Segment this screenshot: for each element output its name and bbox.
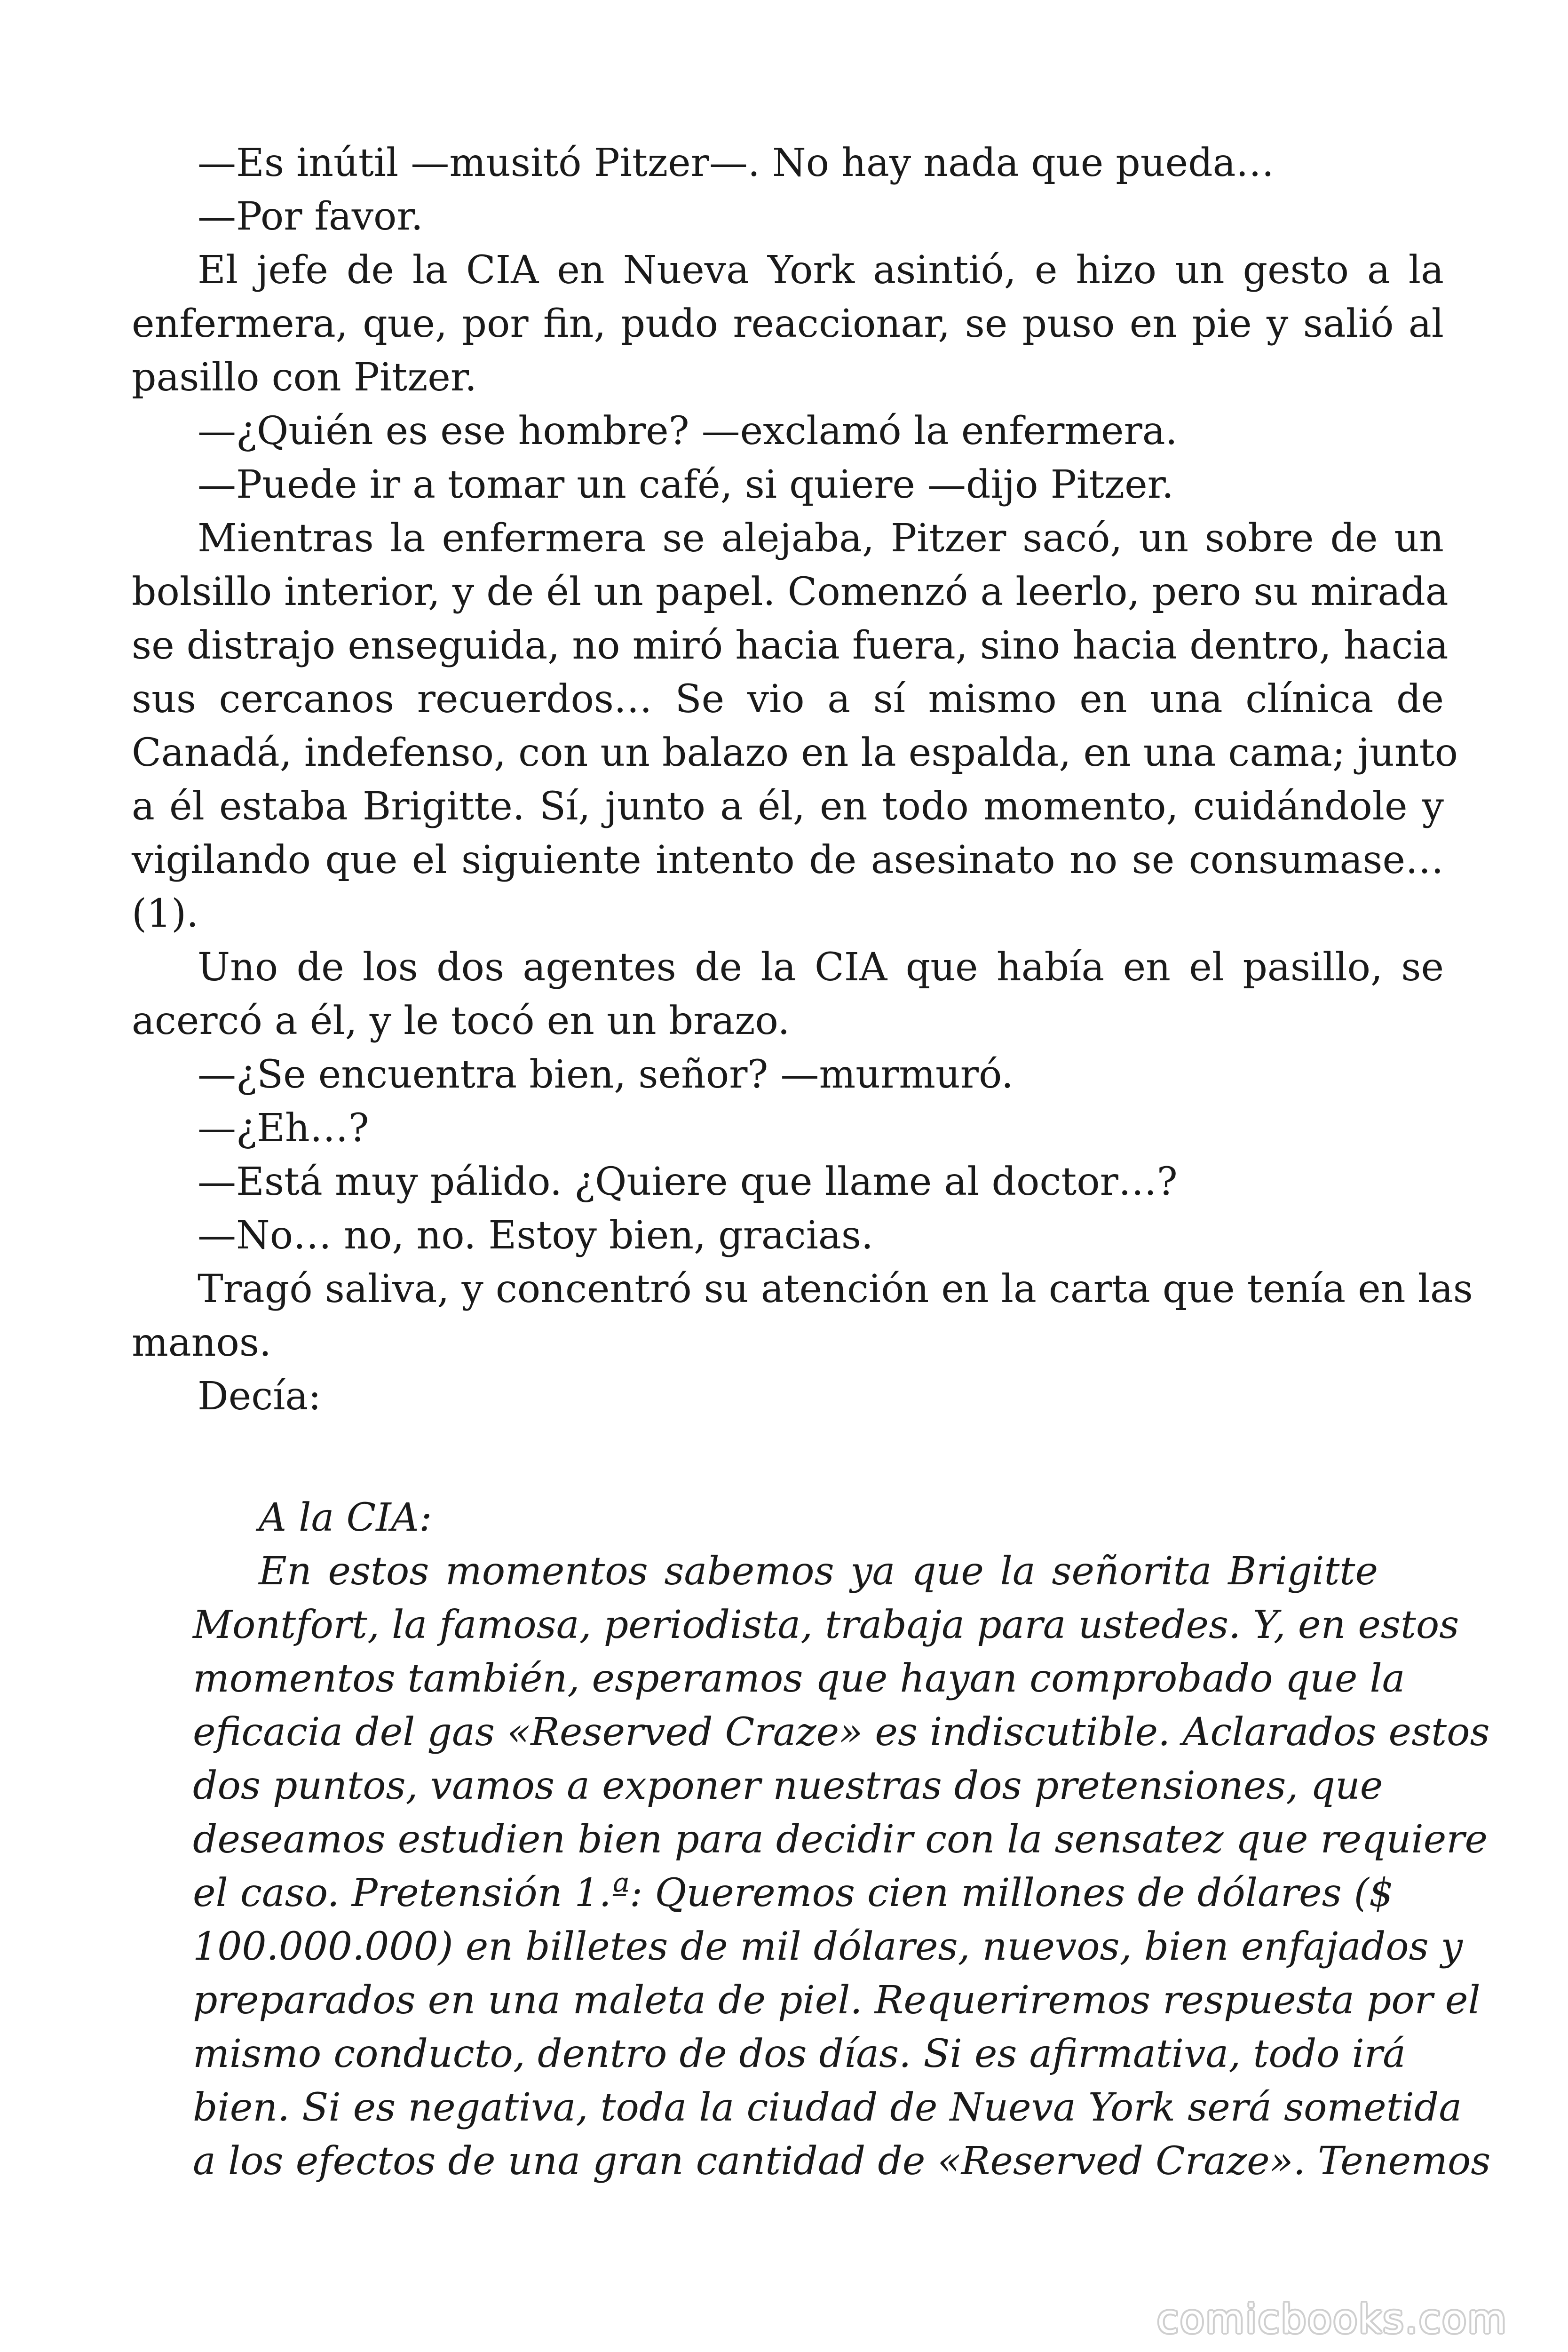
text-line: El jefe de la CIA en Nueva York asintió, e hizo un gesto a la bbox=[198, 248, 1444, 293]
text-line: (1). bbox=[132, 891, 199, 936]
text-line: —Es inútil —musitó Pitzer—. No hay nada que pueda… bbox=[198, 141, 1275, 185]
text-line: Uno de los dos agentes de la CIA que había en el pasillo, se bbox=[198, 945, 1444, 990]
text-line: sus cercanos recuerdos… Se vio a sí mismo en una clínica de bbox=[132, 677, 1444, 722]
letter-line: momentos también, esperamos que hayan comprobado que la bbox=[193, 1656, 1405, 1701]
letter-line: 100.000.000) en billetes de mil dólares, nuevos, bien enfajados y bbox=[193, 1924, 1463, 1969]
text-line: —¿Quién es ese hombre? —exclamó la enfermera. bbox=[198, 409, 1178, 453]
text-line: —Por favor. bbox=[198, 194, 423, 239]
letter-line: dos puntos, vamos a exponer nuestras dos pretensiones, que bbox=[193, 1764, 1383, 1808]
letter-line: mismo conducto, dentro de dos días. Si es afirmativa, todo irá bbox=[193, 2032, 1406, 2076]
text-line: Tragó saliva, y concentró su atención en la carta que tenía en las bbox=[198, 1267, 1473, 1311]
letter-line: En estos momentos sabemos ya que la señorita Brigitte bbox=[259, 1549, 1378, 1594]
text-line: vigilando que el siguiente intento de asesinato no se consumase… bbox=[132, 838, 1444, 882]
text-line: a él estaba Brigitte. Sí, junto a él, en todo momento, cuidándole y bbox=[132, 784, 1444, 829]
letter-line: eficacia del gas «Reserved Craze» es indiscutible. Aclarados estos bbox=[193, 1710, 1490, 1755]
letter-line: a los efectos de una gran cantidad de «Reserved Craze». Tenemos bbox=[193, 2139, 1491, 2184]
text-line: manos. bbox=[132, 1320, 271, 1365]
text-line: Decía: bbox=[198, 1374, 321, 1419]
text-line: se distrajo enseguida, no miró hacia fuera, sino hacia dentro, hacia bbox=[132, 623, 1449, 668]
letter-line: bien. Si es negativa, toda la ciudad de Nueva York será sometida bbox=[193, 2085, 1462, 2130]
text-line: —No… no, no. Estoy bien, gracias. bbox=[198, 1213, 873, 1258]
text-line: Canadá, indefenso, con un balazo en la espalda, en una cama; junto bbox=[132, 731, 1458, 775]
text-line: —Está muy pálido. ¿Quiere que llame al doctor…? bbox=[198, 1160, 1178, 1204]
text-line: pasillo con Pitzer. bbox=[132, 355, 477, 400]
text-line: —¿Eh…? bbox=[198, 1106, 369, 1151]
letter-line: Montfort, la famosa, periodista, trabaja para ustedes. Y, en estos bbox=[193, 1603, 1459, 1647]
text-line: —Puede ir a tomar un café, si quiere —dijo Pitzer. bbox=[198, 462, 1174, 507]
text-line: enfermera, que, por fin, pudo reaccionar, se puso en pie y salió al bbox=[132, 302, 1444, 346]
letter-line: preparados en una maleta de piel. Requeriremos respuesta por el bbox=[193, 1978, 1481, 2023]
text-line: bolsillo interior, y de él un papel. Comenzó a leerlo, pero su mirada bbox=[132, 570, 1449, 614]
text-line: Mientras la enfermera se alejaba, Pitzer sacó, un sobre de un bbox=[198, 516, 1444, 561]
letter-line: el caso. Pretensión 1.ª: Queremos cien millones de dólares ($ bbox=[193, 1871, 1394, 1915]
watermark: comicbooks.com bbox=[1157, 2296, 1508, 2342]
text-line: acercó a él, y le tocó en un brazo. bbox=[132, 999, 790, 1043]
letter-salutation: A la CIA: bbox=[259, 1495, 432, 1540]
text-line: —¿Se encuentra bien, señor? —murmuró. bbox=[198, 1052, 1014, 1097]
letter-line: deseamos estudien bien para decidir con la sensatez que requiere bbox=[193, 1817, 1488, 1862]
